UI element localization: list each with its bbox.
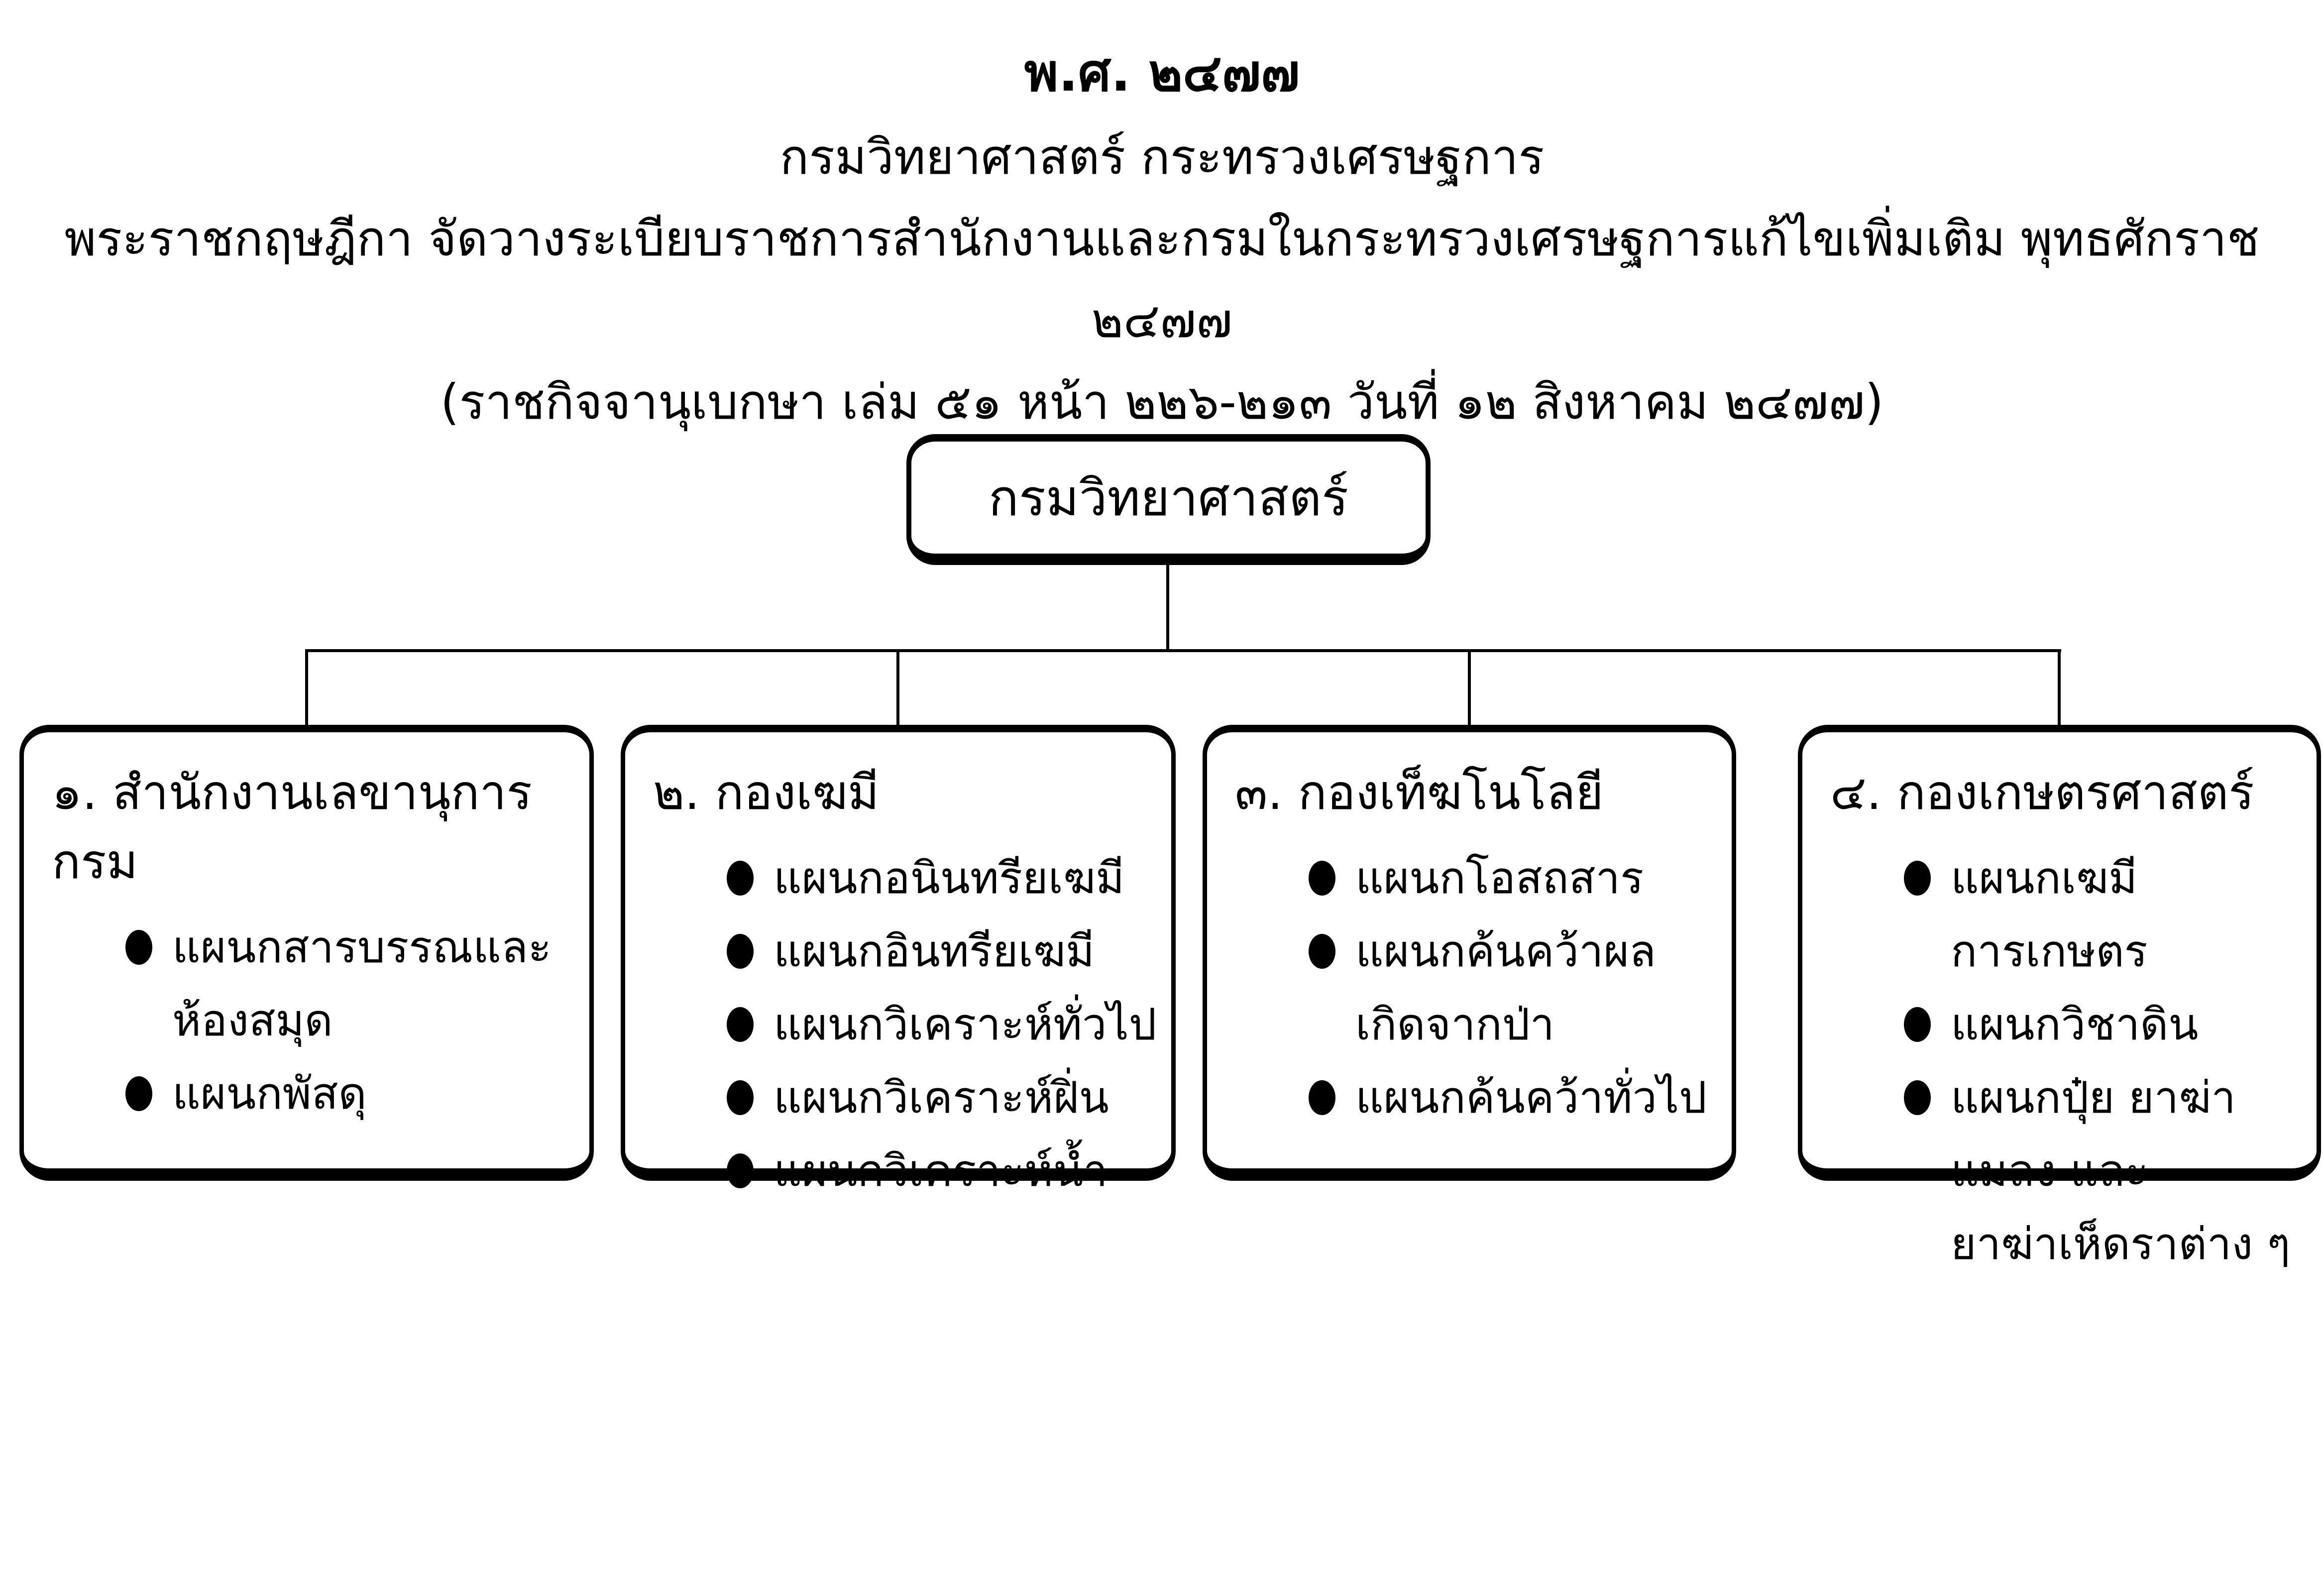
list-item-label: แผนกสารบรรณและห้องสมุด: [172, 921, 552, 1046]
connector-drop-3: [1468, 651, 1471, 727]
bullet-icon: [1904, 861, 1931, 896]
division-list: [1904, 841, 2304, 1280]
bullet-icon: [727, 861, 754, 896]
gazette-line: (ราชกิจจานุเบกษา เล่ม ๕๑ หน้า ๒๒๖-๒๑๓ วันที่ ๑๒ สิงหาคม ๒๔๗๗): [440, 374, 1884, 430]
list-item: [1309, 841, 1719, 914]
list-item-line-1: แผนกปุ๋ย ยาฆ่าแมลง และ: [1951, 1072, 2236, 1197]
connector-drop-1: [305, 651, 308, 727]
list-item: [125, 910, 576, 1057]
list-item-label: แผนกค้นคว้าผลเกิดจากป่า: [1355, 925, 1656, 1050]
list-item-label: แผนกวิชาดิน: [1951, 999, 2199, 1050]
list-item: [1904, 841, 2304, 988]
bullet-icon: [1904, 1080, 1931, 1115]
division-list: [727, 841, 1158, 1207]
department-title: ๒. กองเฆมี: [653, 765, 880, 820]
list-item-label: แผนกอินทรียเฆมี: [774, 925, 1095, 977]
list-item: [1904, 988, 2304, 1061]
list-item-label: แผนกค้นคว้าทั่วไป: [1355, 1072, 1707, 1124]
list-item-line-2: ยาฆ่าเห็ดราต่าง ๆ: [1951, 1218, 2291, 1270]
department-box-chemistry: [621, 725, 1176, 1197]
list-item-label: แผนกโอสถสาร: [1355, 852, 1644, 904]
bullet-icon: [1309, 1080, 1335, 1115]
list-item: [727, 914, 1158, 988]
list-item: [1309, 1061, 1719, 1134]
bullet-icon: [727, 1153, 754, 1188]
division-list: [125, 910, 576, 1130]
department-box-secretariat: [19, 725, 594, 1181]
connector-drop-2: [896, 651, 899, 727]
org-name-line: กรมวิทยาศาสตร์ กระทรวงเศรษฐการ: [779, 129, 1545, 185]
department-title: ๓. กองเท็ฆโนโลยี: [1235, 765, 1604, 820]
root-node-box: [906, 434, 1431, 565]
bullet-icon: [1309, 861, 1335, 896]
bullet-icon: [125, 1076, 152, 1111]
list-item: [125, 1057, 576, 1130]
era-title: พ.ศ. ๒๔๗๗: [1024, 42, 1300, 103]
page-header: [0, 29, 2324, 443]
list-item-label: แผนกวิเคราะห์ทั่วไป: [774, 999, 1157, 1050]
bullet-icon: [727, 1080, 754, 1115]
list-item-label: แผนกเฆมีการเกษตร: [1951, 852, 2148, 977]
bullet-icon: [727, 1007, 754, 1042]
root-node-label: กรมวิทยาศาสตร์: [988, 468, 1349, 527]
department-box-agriculture: [1798, 725, 2321, 1270]
connector-drop-4: [2058, 651, 2061, 727]
decree-line: พระราชกฤษฎีกา จัดวางระเบียบราชการสำนักงานและกรมในกระทรวงเศรษฐการแก้ไขเพิ่มเติม พุทธศักราช ๒๔๗๗: [64, 211, 2260, 348]
bullet-icon: [125, 930, 152, 965]
list-item-label: แผนกพัสดุ: [172, 1068, 367, 1120]
department-title: ๔. กองเกษตรศาสตร์: [1830, 765, 2254, 820]
list-item-label: แผนกอนินทรียเฆมี: [774, 852, 1125, 904]
division-list: [1309, 841, 1719, 1134]
list-item-label: แผนกวิเคราะห์น้ำ: [774, 1145, 1108, 1197]
bullet-icon: [727, 934, 754, 969]
bullet-icon: [1904, 1007, 1931, 1042]
list-item: [727, 841, 1158, 914]
bullet-icon: [1309, 934, 1335, 969]
list-item: [727, 1061, 1158, 1134]
department-title: ๑. สำนักงานเลขานุการกรม: [52, 765, 533, 890]
department-box-technology: [1203, 725, 1736, 1181]
list-item: [1309, 914, 1719, 1061]
connector-horizontal: [305, 649, 2061, 652]
connector-root-stem: [1166, 564, 1169, 651]
list-item: [727, 988, 1158, 1061]
list-item: [1904, 1061, 2304, 1280]
list-item-label: [1951, 1061, 2304, 1280]
list-item: [727, 1134, 1158, 1207]
list-item-label: แผนกวิเคราะห์ฝิ่น: [774, 1072, 1109, 1124]
